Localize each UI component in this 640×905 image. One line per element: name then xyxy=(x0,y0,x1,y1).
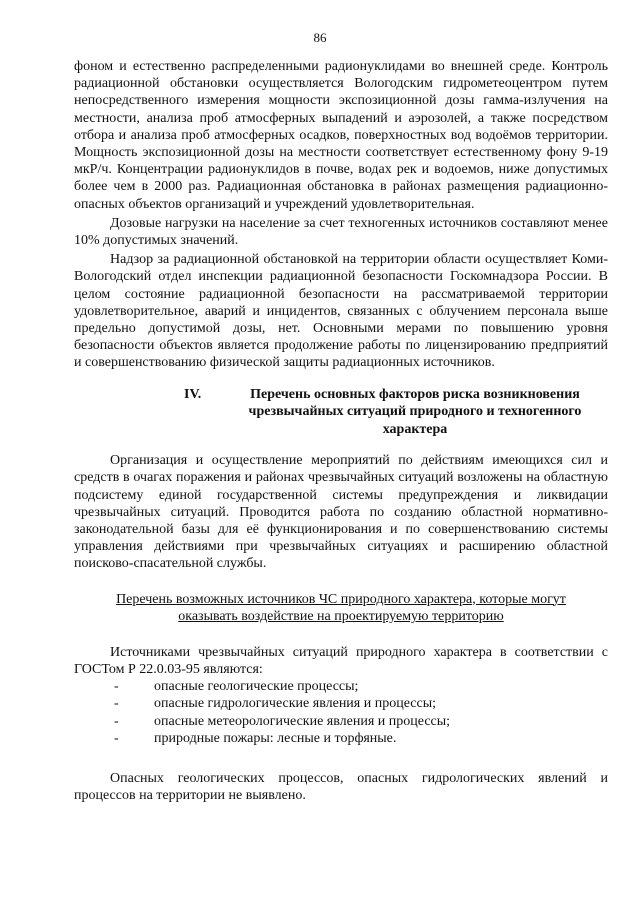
subsection-title-line-1: Перечень возможных источников ЧС природного характера, которые могут xyxy=(116,591,566,607)
list-item-text: природные пожары: лесные и торфяные. xyxy=(154,731,397,747)
list-bullet: - xyxy=(114,731,119,747)
list-item xyxy=(74,695,608,713)
subsection-title-line-2: оказывать воздействие на проектируемую территорию xyxy=(178,609,504,625)
paragraph-sources-intro: Источниками чрезвычайных ситуаций природного характера в соответствии с ГОСТом Р 22.0.03-95 являются: xyxy=(74,644,608,677)
paragraph-radiation-supervision: Надзор за радиационной обстановкой на территории области осуществляет Коми-Вологодский отдел инспекции радиационной безопасности Госкомнадзора России. В целом состояние радиационной безопасности на рассматриваемой территории удовлетворительное, аварий и инцидентов, связанных с облучением персонала выше предельно допустимой дозы, нет. Основными мерами по повышению уровня безопасности объектов является продолжение работы по лицензированию предприятий и совершенствованию физической защиты радиационных источников. xyxy=(74,252,608,371)
section-title: Перечень основных факторов риска возникновения чрезвычайных ситуаций природного и техногенного характера xyxy=(248,386,582,437)
list-item-text: опасные геологические процессы; xyxy=(154,678,359,694)
list-item xyxy=(74,713,608,731)
list-item-text: опасные метеорологические явления и процессы; xyxy=(154,713,451,729)
list-item xyxy=(74,678,608,696)
list-bullet: - xyxy=(114,678,119,694)
list-bullet: - xyxy=(114,713,119,729)
list-bullet: - xyxy=(114,696,119,712)
subsection-heading xyxy=(74,591,608,626)
list-item xyxy=(74,730,608,748)
paragraph-radiation-monitoring: фоном и естественно распределенными радионуклидами во внешней среде. Контроль радиационной обстановки осуществляется Вологодским гидрометеоцентром путем непосредственного измерения мощности экспозиционной дозы гамма-излучения на местности, анализа проб атмосферных выпадений и аэрозолей, а также посредством отбора и анализа проб атмосферных осадков, поверхностных вод водоёмов территории. Мощность экспозиционной дозы на местности соответствует естественному фону 9-19 мкР/ч. Концентрации радионуклидов в почве, водах рек и водоемов, ниже допустимых более чем в 2000 раз. Радиационная обстановка в районах размещения радиационно-опасных объектов организаций и учреждений удовлетворительная. xyxy=(74,59,608,212)
paragraph-emergency-organization: Организация и осуществление мероприятий по действиям имеющихся сил и средств в очагах поражения и районах чрезвычайных ситуаций возложены на областную подсистему единой государственной системы предупреждения и ликвидации чрезвычайных ситуаций. Проводится работа по созданию областной нормативно-законодательной базы для её функционирования и по совершенствованию системы управления действиями при чрезвычайных ситуациях и расширению областной поисково-спасательной службы. xyxy=(74,453,608,572)
section-number: IV. xyxy=(184,386,202,402)
document-body xyxy=(74,58,608,804)
section-heading xyxy=(74,386,608,439)
hazard-list xyxy=(74,678,608,748)
paragraph-dose-loads: Дозовые нагрузки на население за счет техногенных источников составляют менее 10% допустимых значений. xyxy=(74,215,608,249)
page-number: 86 xyxy=(313,30,327,45)
list-item-text: опасные гидрологические явления и процессы; xyxy=(154,696,437,712)
paragraph-conclusion: Опасных геологических процессов, опасных гидрологических явлений и процессов на территории не выявлено. xyxy=(74,770,608,804)
